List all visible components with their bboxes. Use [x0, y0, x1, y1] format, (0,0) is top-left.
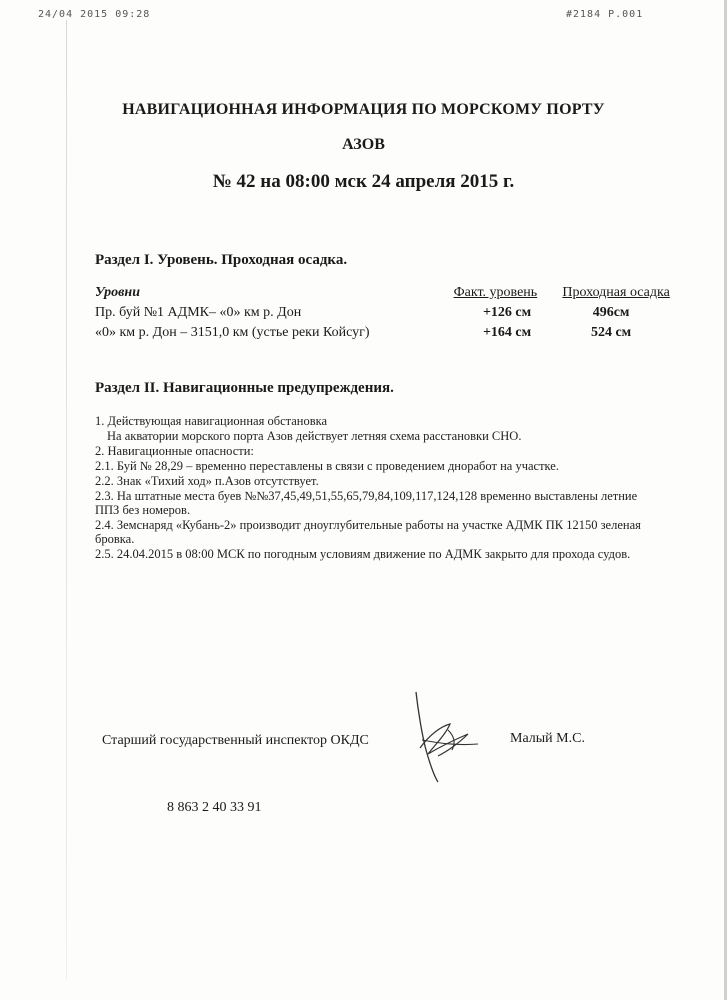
table-header-row [95, 285, 675, 305]
signer-name: Малый М.С. [510, 731, 585, 746]
fax-page-ref: #2184 P.001 [566, 9, 644, 20]
column-header-actual-level: Факт. уровень [453, 285, 538, 300]
contact-phone: 8 863 2 40 33 91 [167, 800, 262, 815]
row-actual-level: +126 см [482, 305, 532, 320]
row-draft: 524 см [590, 325, 632, 340]
table-row [95, 325, 675, 345]
bulletin-number-date: № 42 на 08:00 мск 24 апреля 2015 г. [212, 171, 515, 192]
list-item: 2.5. 24.04.2015 в 08:00 МСК по погодным условиям движение по АДМК закрыто для прохода судов. [95, 547, 631, 561]
row-draft: 496см [592, 305, 630, 320]
list-item: 2.1. Буй № 28,29 – временно переставлены в связи с проведением дноработ на участке. [95, 459, 559, 473]
section2-heading: Раздел II. Навигационные предупреждения. [95, 380, 394, 396]
navigation-warnings-list [95, 414, 655, 562]
document-title: НАВИГАЦИОННАЯ ИНФОРМАЦИЯ ПО МОРСКОМУ ПОРТУ [122, 101, 605, 118]
port-name: АЗОВ [342, 136, 385, 153]
row-location: «0» км р. Дон – 3151,0 км (устье реки Койсуг) [95, 325, 370, 340]
scan-margin-line [66, 20, 67, 980]
section1-heading: Раздел I. Уровень. Проходная осадка. [95, 252, 348, 268]
list-item: 2.2. Знак «Тихий ход» п.Азов отсутствует. [95, 474, 319, 488]
handwritten-signature [408, 690, 480, 785]
list-item: 1. Действующая навигационная обстановка [95, 414, 328, 428]
column-header-levels: Уровни [95, 285, 140, 300]
column-header-draft: Проходная осадка [562, 285, 670, 300]
water-levels-table [95, 285, 675, 345]
row-actual-level: +164 см [482, 325, 532, 340]
list-item: 2.4. Земснаряд «Кубань-2» производит дноуглубительные работы на участке АДМК ПК 12150 зеленая бровка. [95, 518, 641, 546]
table-row [95, 305, 675, 325]
list-item: На акватории морского порта Азов действует летняя схема расстановки СНО. [107, 429, 522, 443]
fax-datetime: 24/04 2015 09:28 [38, 9, 151, 20]
list-item: 2.3. На штатные места буев №№37,45,49,51,55,65,79,84,109,117,124,128 временно выставлены летние ППЗ без номеров. [95, 489, 638, 517]
row-location: Пр. буй №1 АДМК– «0» км р. Дон [95, 305, 302, 320]
list-item: 2. Навигационные опасности: [95, 444, 254, 458]
signer-position: Старший государственный инспектор ОКДС [102, 733, 369, 748]
